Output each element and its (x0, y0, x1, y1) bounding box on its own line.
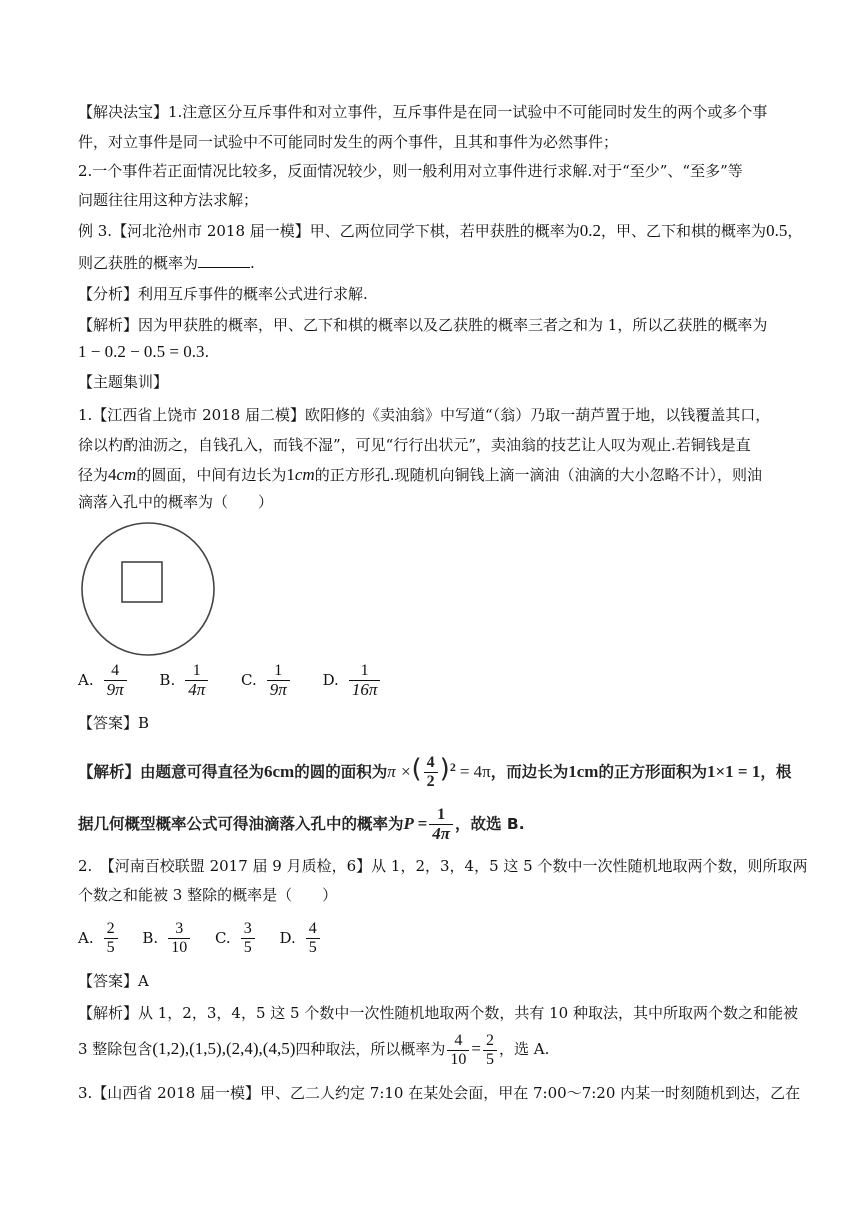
q1-option-c[interactable]: C. $\frac{1}{9\pi}$ (241, 660, 292, 700)
q2-line-1: 2. 【河南百校联盟 2017 届 9 月质检，6】从 1，2，3，4，5 这 5 个数中一次性随机地取两个数，则所取两 (78, 857, 808, 875)
tips-line-2: 件，对立事件是同一试验中不可能同时发生的两个事件，且其和事件为必然事件； (78, 133, 619, 151)
side-value: 1 (286, 465, 295, 484)
q1-line-4: 滴落入孔中的概率为（ ） (78, 493, 274, 511)
example3-line-2 (78, 251, 255, 274)
q1-line-2: 徐以杓酌油沥之，自钱孔入，而钱不湿”，可见“行行出状元”，卖油翁的技艺让人叹为观止.若铜钱是直 (78, 436, 751, 454)
q2-solution-line-1: 【解析】从 1，2，3，4，5 这 5 个数中一次性随机地取两个数，共有 10 种取法，其中所取两个数之和能被 (78, 1004, 798, 1022)
example3-text: . (204, 343, 210, 361)
q2-option-d[interactable]: D. $\frac{4}{5}$ (279, 918, 321, 958)
example3-formula: 1 − 0.2 − 0.5 = 0.3 (78, 342, 205, 361)
q1-solution-line-2: 据几何概型概率公式可得油滴落入孔中的概率为P = $\frac{1}{4\pi}$ ，故选 B. (78, 806, 525, 843)
example3-solution: 【解析】因为甲获胜的概率，甲、乙下和棋的概率以及乙获胜的概率三者之和为 1，所以乙获胜的概率为 (78, 316, 768, 334)
example3-text: ， (787, 222, 803, 240)
q2-option-a[interactable]: A. $\frac{2}{5}$ (78, 918, 120, 958)
q2-option-c[interactable]: C. $\frac{3}{5}$ (215, 918, 257, 958)
q2-solution-line-2: 3 整除包含(1,2),(1,5),(2,4),(4,5)四种取法，所以概率为 $\frac{4}{10}$ = $\frac{2}{5}$ ，选 A. (78, 1031, 550, 1068)
q1-options (78, 660, 408, 700)
q1-option-d[interactable]: D. $\frac{1}{16\pi}$ (323, 660, 383, 700)
example3-text: 则乙获胜的概率为 (78, 254, 199, 272)
coin-circle (82, 523, 214, 655)
q1-line-1: 1.【江西省上饶市 2018 届二模】欧阳修的《卖油翁》中写道“（翁）乃取一葫芦置于地，以钱覆盖其口， (78, 406, 771, 424)
example3-text: ，甲、乙下和棋的概率为 (601, 222, 767, 240)
coin-figure (78, 519, 218, 659)
example3-line-1 (78, 220, 802, 242)
q1-solution-line-1: 【解析】由题意可得直径为6cm的圆的面积为π ×( $\frac{4}{2}$ )$^2$ = 4π，而边长为1cm的正方形面积为1×1 = 1，根 (78, 754, 792, 791)
diameter-value: 4 (108, 465, 117, 484)
q2-options (78, 918, 348, 958)
answer-blank (198, 251, 250, 268)
unit-cm: cm (294, 465, 315, 484)
section-title: 【主题集训】 (78, 373, 169, 391)
q1-text: 的正方形孔.现随机向铜钱上滴一滴油（油滴的大小忽略不计），则油 (314, 466, 762, 484)
tips-line-3: 2.一个事件若正面情况比较多，反面情况较少，则一般利用对立事件进行求解.对于“至少”、“至多”等 (78, 162, 743, 180)
p-win-value: 0.2 (579, 221, 602, 240)
square-hole (122, 562, 162, 602)
q1-option-a[interactable]: A. $\frac{4}{9\pi}$ (78, 660, 129, 700)
example3-formula-line (78, 341, 209, 363)
q1-option-b[interactable]: B. $\frac{1}{4\pi}$ (159, 660, 210, 700)
q1-text: 的圆面，中间有边长为 (136, 466, 287, 484)
tips-line-1: 【解决法宝】1.注意区分互斥事件和对立事件，互斥事件是在同一试验中不可能同时发生的两个或多个事 (78, 103, 768, 121)
q1-answer: 【答案】B (78, 714, 150, 732)
unit-cm: cm (116, 465, 137, 484)
q3-line-1: 3.【山西省 2018 届一模】甲、乙二人约定 7:10 在某处会面，甲在 7:00～7:20 内某一时刻随机到达，乙在 (78, 1084, 801, 1102)
p-draw-value: 0.5 (766, 221, 788, 240)
tips-line-4: 问题往往用这种方法求解； (78, 191, 259, 209)
example3-text: . (250, 254, 255, 272)
q1-text: 径为 (78, 466, 109, 484)
example3-analysis: 【分析】利用互斥事件的概率公式进行求解. (78, 285, 368, 303)
q2-pairs: (1,2),(1,5),(2,4),(4,5) (152, 1039, 296, 1058)
q2-option-b[interactable]: B. $\frac{3}{10}$ (142, 918, 192, 958)
q2-line-2: 个数之和能被 3 整除的概率是（ ） (78, 886, 338, 904)
q1-line-3 (78, 464, 762, 486)
q2-answer: 【答案】A (78, 972, 149, 990)
example3-text: 例 3.【河北沧州市 2018 届一模】甲、乙两位同学下棋，若甲获胜的概率为 (78, 222, 580, 240)
